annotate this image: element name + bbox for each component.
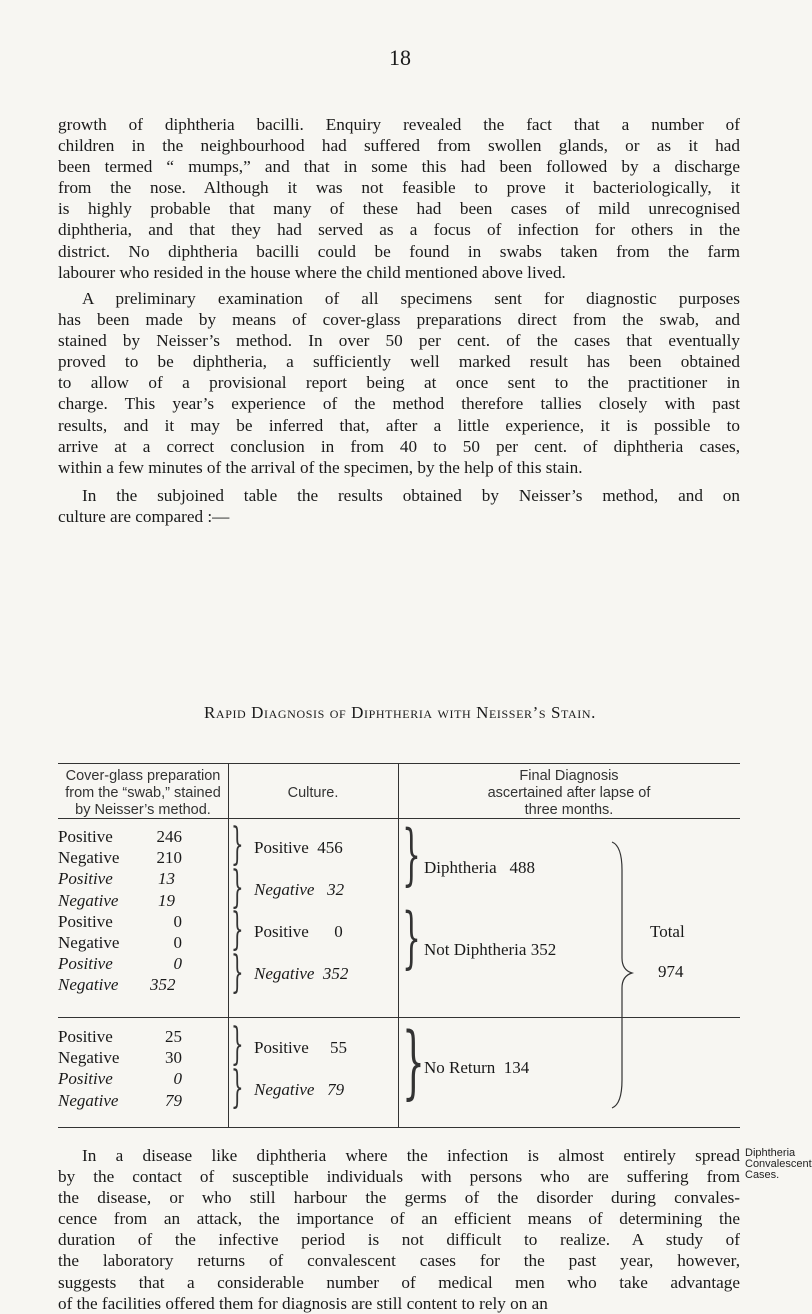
final-diagnosis-row [424,1058,529,1078]
total-label: Total [650,922,685,941]
text-line: district. No diphtheria bacilli could be found in swabs taken from the farm [58,241,740,261]
text-line: within a few minutes of the arrival of the specimen, by the help of this stain. [58,457,583,477]
stain-row [58,868,182,889]
row-value: 246 [156,827,182,846]
header-final-diagnosis [398,768,740,819]
text-line: from the nose. Although it was not feasible to prove it bacteriologically, it [58,178,740,198]
text-line: cence from an attack, the importance of an efficient means of determining the [58,1209,740,1229]
brace-icon: } [402,899,421,976]
row-label: No Return [424,1058,496,1077]
culture-row [254,880,344,900]
row-value: 0 [173,911,182,931]
stain-row [58,974,182,995]
text-line: In a disease like diphtheria where the infection is almost entirely spread [82,1146,740,1165]
total-value: 974 [658,962,684,981]
header-line: Culture. [287,785,339,801]
text-line: labourer who resided in the house where the child mentioned above lived. [58,262,566,282]
text-line: to allow of a provisional report being at once sent to the practitioner in [58,373,740,393]
row-label: Negative [58,1048,120,1068]
brace-icon: } [231,1019,244,1070]
row-value: 30 [165,1048,182,1068]
culture-row [254,964,348,984]
row-label: Negative [58,848,120,868]
row-value: 0 [173,932,182,952]
stain-row [58,1068,182,1089]
final-diagnosis-row [424,940,556,960]
stain-column-group-2 [58,1026,182,1111]
culture-row [254,838,343,858]
brace-icon: } [231,819,244,870]
header-line: by Neisser’s method. [75,802,211,818]
brace-icon: } [231,1062,244,1113]
stain-column-group-1 [58,826,182,996]
text-line: has been made by means of cover-glass preparations direct from the swab, and [58,310,740,330]
row-label: Positive [254,922,309,941]
row-label: Positive [58,827,113,846]
row-label: Negative [254,1080,315,1099]
row-value: 32 [327,880,345,899]
margin-note-line: Diphtheria [745,1147,796,1159]
text-line: In the subjoined table the results obtained by Neisser’s method, and on [82,486,740,505]
row-value: 0 [173,954,182,974]
row-value: 79 [327,1080,345,1099]
row-value: 0 [173,1069,182,1089]
row-label: Positive [58,954,113,974]
row-value: 352 [322,964,349,983]
row-value: 0 [334,922,343,941]
text-line: arrive at a correct conclusion in from 40 to 50 per cent. of diphtheria cases, [58,436,740,456]
stain-row [58,911,182,932]
text-line: results, and it may be inferred that, after a little experience, it is possible to [58,415,740,435]
culture-row [254,1080,344,1100]
table-top-rule [58,763,740,764]
stain-row [58,953,182,974]
stain-row [58,890,182,911]
row-value: 25 [165,1027,182,1046]
text-line: culture are compared :— [58,507,230,527]
text-line: of the facilities offered them for diagnosis are still content to rely on an [58,1293,548,1313]
brace-icon: } [231,904,244,955]
row-value: 55 [330,1038,348,1057]
brace-icon: } [402,816,421,893]
text-line: growth of diphtheria bacilli. Enquiry revealed the fact that a number of [58,115,740,134]
text-line: children in the neighbourhood had suffered from swollen glands, or as it had [58,136,740,156]
header-line: Cover-glass preparation [65,768,221,784]
row-label: Positive [58,869,113,889]
text-line: been termed “ mumps,” and that in some this had been followed by a discharge [58,157,740,177]
text-line: by the contact of susceptible individuals with persons who are suffering from [58,1167,740,1187]
table-bottom-rule [58,1127,740,1128]
row-label: Negative [58,932,120,952]
row-label: Diphtheria [424,858,497,877]
stain-row [58,847,182,868]
brace-icon: } [231,947,244,998]
text-line: is highly probable that many of these had been cases of mild unrecognised [58,199,740,219]
row-label: Positive [58,1069,113,1089]
text-line: A preliminary examination of all specimens sent for diagnostic purposes [82,289,740,308]
row-label: Positive [254,1038,309,1057]
row-value: 488 [509,858,535,877]
text-line: proved to be diphtheria, a sufficiently well marked result has been obtained [58,352,740,372]
row-label: Negative [58,890,119,910]
brace-icon: } [231,862,244,913]
paragraph-1 [58,114,740,283]
row-value: 456 [317,838,343,857]
header-line: ascertained after lapse of [487,785,651,801]
header-culture [228,785,398,802]
row-label: Negative [58,1090,119,1110]
final-diagnosis-row [424,858,535,878]
stain-row [58,1026,182,1047]
row-label: Negative [254,964,315,983]
row-label: Positive [254,838,309,857]
text-line: charge. This year’s experience of the method therefore tallies closely with past [58,394,740,414]
brace-icon: } [402,1015,425,1108]
paragraph-2 [58,288,740,478]
header-stain [58,768,228,819]
row-value: 19 [158,890,175,910]
stain-row [58,1047,182,1068]
row-value: 210 [156,848,182,868]
table-column-rule [228,763,229,1127]
culture-row [254,1038,347,1058]
stain-row [58,932,182,953]
header-line: Final Diagnosis [519,768,619,784]
total-brace-icon [608,840,638,1110]
text-line: stained by Neisser’s method. In over 50 per cent. of the cases that eventually [58,331,740,351]
text-line: the laboratory returns of convalescent cases for the past year, however, [58,1251,740,1271]
header-line: from the “swab,” stained [65,785,221,801]
paragraph-3 [58,485,740,527]
header-line: three months. [524,802,614,818]
paragraph-4 [58,1145,740,1314]
margin-note-line: Convalescent [745,1158,812,1170]
row-value: 13 [158,869,175,889]
row-label: Not Diphtheria [424,940,527,959]
row-label: Negative [254,880,315,899]
row-label: Positive [58,1027,113,1046]
text-line: diphtheria, and that they had served as a focus of infection for others in the [58,220,740,240]
stain-row [58,1090,182,1111]
culture-row [254,922,343,942]
margin-note-line: Cases. [745,1169,780,1181]
row-label: Positive [58,911,113,931]
row-value: 352 [530,940,557,959]
row-value: 352 [150,975,176,995]
stain-row [58,826,182,847]
margin-note [745,1148,812,1181]
text-line: the disease, or who still harbour the germs of the disorder during convales- [58,1188,740,1208]
table-title: Rapid Diagnosis of Diphtheria with Neisser’s Stain. [203,703,596,722]
text-line: duration of the infective period is not difficult to realize. A study of [58,1230,740,1250]
row-value: 79 [165,1090,182,1110]
text-line: suggests that a considerable number of medical men who take advantage [58,1272,740,1292]
row-value: 134 [503,1058,530,1077]
page-number: 18 [389,45,411,70]
row-label: Negative [58,975,119,995]
